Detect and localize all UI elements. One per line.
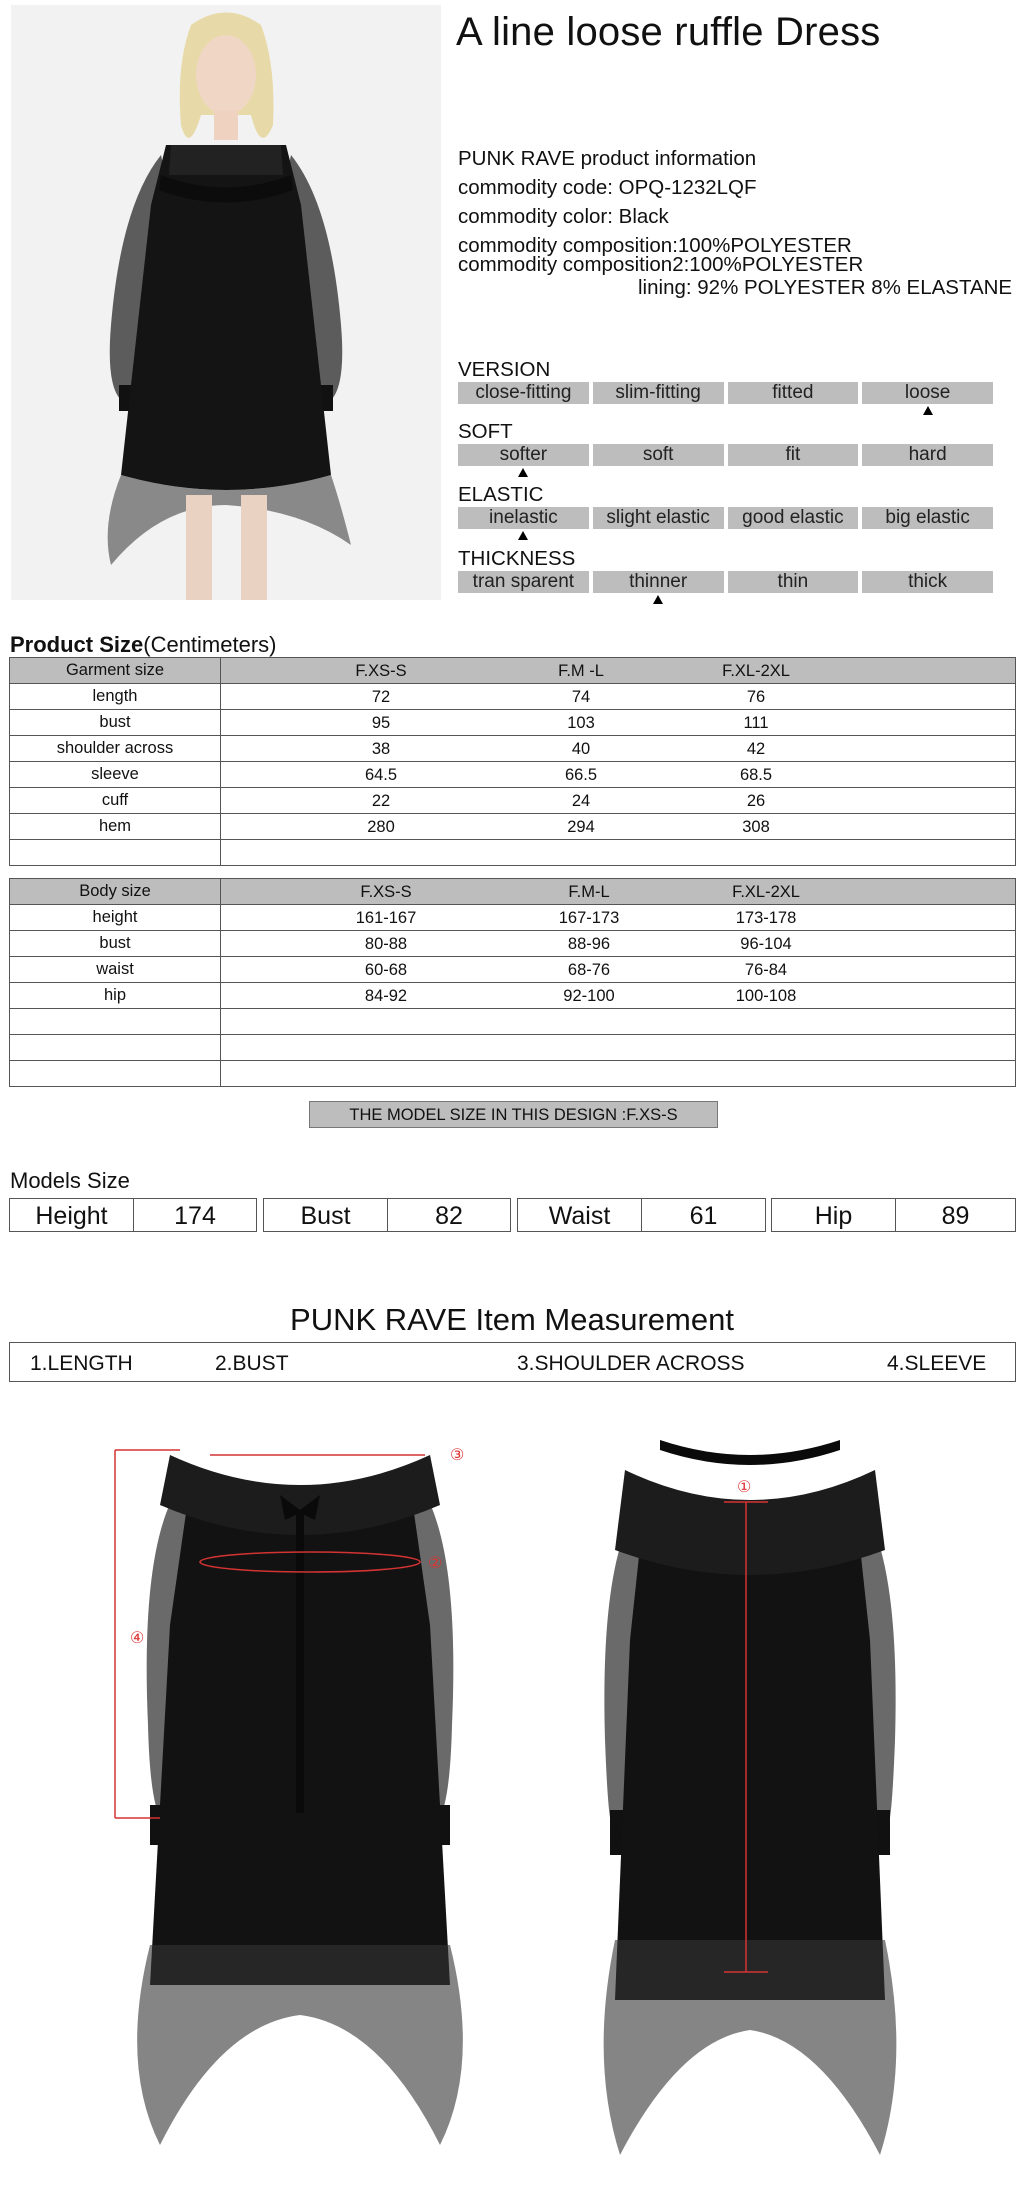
cell-value: 64.5 [364,766,398,784]
row-name: hip [10,983,221,1009]
attr-option: tran sparent [458,571,589,593]
table-header-sizes [221,658,1016,684]
cell-value: 80-88 [364,935,408,953]
models-cell-name: Height [9,1198,134,1232]
bust-measure-ellipse [200,1552,420,1572]
info-row-color [458,202,1012,231]
row-values [221,684,1016,710]
marker-3: ③ [450,1447,465,1464]
cell-value: 24 [571,792,591,810]
size-label: F.XS-S [360,883,412,901]
empty-cell [221,1061,1016,1087]
attr-elastic [458,483,993,529]
row-name: cuff [10,788,221,814]
attr-option: good elastic [728,507,859,529]
info-heading: PUNK RAVE product information [458,147,757,170]
cell-value: 92-100 [563,987,615,1005]
cell-value: 280 [367,818,395,836]
attr-soft [458,420,993,466]
attr-label: THICKNESS [458,547,576,570]
cell-value: 40 [571,740,591,758]
row-values [221,788,1016,814]
table-row-empty [10,1061,1016,1087]
models-size-row [9,1198,1016,1232]
models-cell-value: 82 [387,1198,511,1232]
table-header-row [10,658,1016,684]
cell-value: 84-92 [364,987,408,1005]
models-cell-value: 61 [641,1198,766,1232]
cell-value: 42 [746,740,766,758]
models-cell-name: Bust [263,1198,388,1232]
row-values [221,710,1016,736]
selected-marker-icon [518,468,528,477]
empty-cell [221,1035,1016,1061]
row-name: sleeve [10,762,221,788]
model-illustration [11,5,441,600]
model-size-note: THE MODEL SIZE IN THIS DESIGN :F.XS-S [309,1101,718,1128]
cell-value: 173-178 [735,909,797,927]
models-cell-name: Waist [517,1198,642,1232]
row-name: bust [10,710,221,736]
table-row [10,983,1016,1009]
measurement-title: PUNK RAVE Item Measurement [290,1302,734,1337]
cell-value: 38 [371,740,391,758]
row-values [221,762,1016,788]
selected-marker-icon [923,406,933,415]
models-cell-name: Hip [771,1198,896,1232]
marker-4: ④ [130,1630,145,1647]
model-photo [11,5,441,600]
row-name: bust [10,931,221,957]
size-label: F.M-L [568,883,610,901]
front-measure-overlay [110,1425,490,1845]
cell-value: 68-76 [567,961,611,979]
row-values [221,736,1016,762]
attr-option: close-fitting [458,382,589,404]
table-row [10,710,1016,736]
row-values [221,983,1016,1009]
cell-value: 294 [567,818,595,836]
table-row [10,905,1016,931]
cell-value: 95 [371,714,391,732]
row-values [221,957,1016,983]
info-value: 92% POLYESTER 8% ELASTANE [697,276,1013,299]
size-label: F.M -L [558,662,604,680]
table-header-sizes [221,879,1016,905]
attr-option: hard [862,444,993,466]
info-label: commodity composition: [458,234,678,257]
size-label: F.XL-2XL [722,662,790,680]
attr-option: inelastic [458,507,589,529]
row-name: shoulder across [10,736,221,762]
size-label: F.XL-2XL [732,883,800,901]
attr-label: VERSION [458,358,551,381]
attr-option: loose [862,382,993,404]
models-cell-value: 174 [133,1198,257,1232]
info-label: commodity code: [458,176,619,199]
selected-marker-icon [653,595,663,604]
info-label: commodity color: [458,205,619,228]
cell-value: 76 [746,688,766,706]
measurement-item: 4.SLEEVE [887,1352,987,1375]
row-name: height [10,905,221,931]
row-name: hem [10,814,221,840]
info-value: Black [618,205,669,228]
garment-size-table [9,657,1016,866]
measurement-item: 1.LENGTH [30,1352,133,1375]
attr-option: slim-fitting [593,382,724,404]
product-info [458,144,1012,302]
cell-value: 74 [571,688,591,706]
empty-cell [10,1061,221,1087]
row-values [221,814,1016,840]
cell-value: 111 [743,714,769,732]
cell-value: 161-167 [355,909,417,927]
attr-option: soft [593,444,724,466]
product-size-title [10,632,277,658]
measurement-item: 2.BUST [215,1352,289,1375]
row-name: waist [10,957,221,983]
table-row-empty [10,1035,1016,1061]
table-row-empty [10,840,1016,866]
cell-value: 72 [371,688,391,706]
info-value: 100%POLYESTER [689,253,864,276]
cell-value: 103 [567,714,595,732]
product-size-heading: Product Size [10,632,144,657]
row-name: length [10,684,221,710]
table-row [10,788,1016,814]
table-row [10,736,1016,762]
product-title: A line loose ruffle Dress [456,10,881,54]
info-value: 100%POLYESTER [677,234,852,257]
size-label: F.XS-S [355,662,407,680]
attr-label: ELASTIC [458,483,544,506]
row-values [221,931,1016,957]
table-row [10,684,1016,710]
cell-value: 308 [742,818,770,836]
cell-value: 88-96 [567,935,611,953]
marker-2: ② [428,1555,443,1572]
measurement-legend [9,1342,1016,1382]
attr-bar [458,444,993,466]
empty-cell [10,1035,221,1061]
table-header-label: Garment size [10,658,221,684]
info-label: commodity composition2: [458,253,690,276]
empty-cell [10,840,221,866]
attr-option: thick [862,571,993,593]
body-size-table [9,878,1016,1087]
info-row-code [458,173,1012,202]
attr-option: slight elastic [593,507,724,529]
table-row [10,762,1016,788]
back-measure-overlay [600,1440,900,2160]
models-cell-value: 89 [895,1198,1016,1232]
cell-value: 167-173 [558,909,620,927]
attr-option: fitted [728,382,859,404]
attr-option: thinner [593,571,724,593]
cell-value: 66.5 [564,766,598,784]
attr-thickness [458,547,993,593]
empty-cell [221,840,1016,866]
cell-value: 76-84 [744,961,788,979]
attr-bar [458,382,993,404]
table-header-row [10,879,1016,905]
models-size-label: Models Size [10,1168,130,1193]
attr-bar [458,571,993,593]
cell-value: 22 [371,792,391,810]
selected-marker-icon [518,531,528,540]
attr-option: thin [728,571,859,593]
cell-value: 26 [746,792,766,810]
empty-cell [221,1009,1016,1035]
table-row [10,957,1016,983]
cell-value: 60-68 [364,961,408,979]
marker-1: ① [737,1479,752,1496]
attr-version [458,358,993,404]
empty-cell [10,1009,221,1035]
attr-option: big elastic [862,507,993,529]
attr-option: fit [728,444,859,466]
row-values [221,905,1016,931]
measurement-item: 3.SHOULDER ACROSS [517,1352,745,1375]
info-value: OPQ-1232LQF [618,176,757,199]
info-label: lining: [638,276,698,299]
cell-value: 100-108 [735,987,797,1005]
table-header-label: Body size [10,879,221,905]
attr-label: SOFT [458,420,513,443]
cell-value: 68.5 [739,766,773,784]
product-size-unit: (Centimeters) [143,632,277,657]
table-row [10,931,1016,957]
attr-bar [458,507,993,529]
attr-option: softer [458,444,589,466]
cell-value: 96-104 [740,935,792,953]
table-row [10,814,1016,840]
table-row-empty [10,1009,1016,1035]
